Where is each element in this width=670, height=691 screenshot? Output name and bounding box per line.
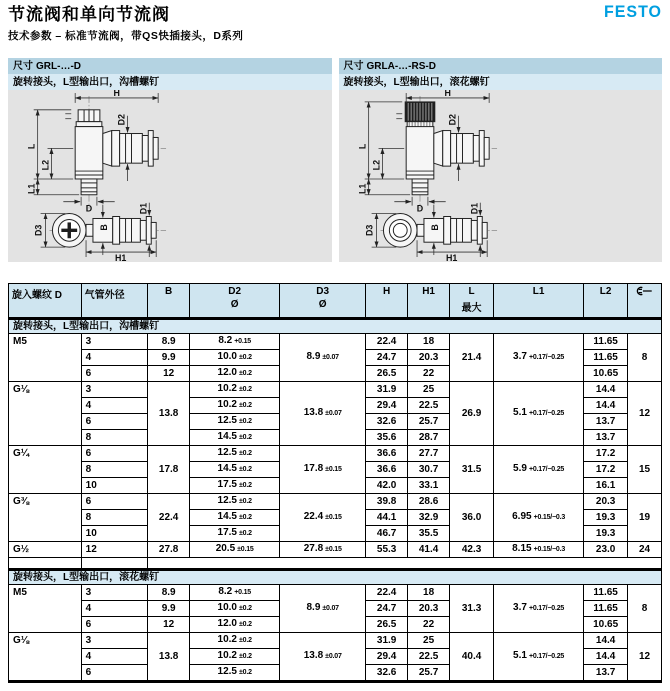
- spacer-cell: [9, 558, 82, 570]
- fitting-drawing-knurled: [339, 90, 665, 262]
- cell-d2: 12.0 ±0.2: [190, 366, 280, 382]
- dim-label-h1: H1: [445, 252, 457, 262]
- cell-l2: 11.65: [584, 334, 628, 350]
- cell-h1: 22: [408, 617, 450, 633]
- cell-wrench-size: 19: [628, 494, 662, 542]
- cell-h: 42.0: [366, 478, 408, 494]
- cell-d2: 10.2 ±0.2: [190, 382, 280, 398]
- table-row: [9, 446, 662, 462]
- cell-l-max: 31.5: [450, 446, 494, 494]
- cell-tube-od: 10: [81, 526, 148, 542]
- col-header-l: L 最大: [450, 284, 494, 319]
- cell-h: 22.4: [366, 585, 408, 601]
- cell-tube-od: 4: [81, 350, 148, 366]
- cell-tube-od: 6: [81, 617, 148, 633]
- cell-l2: 10.65: [584, 366, 628, 382]
- col-header-tube-od: 气管外径: [81, 284, 148, 319]
- cell-h1: 25: [408, 633, 450, 649]
- cell-h1: 30.7: [408, 462, 450, 478]
- col-header-thread: 旋入螺纹 D: [9, 284, 82, 319]
- cell-d2: 12.5 ±0.2: [190, 414, 280, 430]
- cell-d2: 17.5 ±0.2: [190, 478, 280, 494]
- cell-h1: 35.5: [408, 526, 450, 542]
- cell-h: 22.4: [366, 334, 408, 350]
- cell-l2: 13.7: [584, 665, 628, 682]
- cell-h1: 28.7: [408, 430, 450, 446]
- panel-grl-subtitle: 旋转接头，L型输出口，沟槽螺钉: [8, 74, 332, 90]
- dim-label-l: L: [357, 143, 368, 150]
- cell-d2: 10.2 ±0.2: [190, 398, 280, 414]
- cell-b: 27.8: [148, 542, 190, 558]
- table-row: [9, 382, 662, 398]
- wrench-icon: [636, 286, 653, 296]
- col-header-wrench: [628, 284, 662, 319]
- cell-h: 31.9: [366, 633, 408, 649]
- cell-l2: 14.4: [584, 649, 628, 665]
- cell-l2: 11.65: [584, 601, 628, 617]
- cell-wrench-size: 8: [628, 334, 662, 382]
- type-code: GRLA-…-RS-D: [366, 61, 436, 72]
- dim-label-l1: L1: [26, 183, 37, 195]
- cell-h1: 25: [408, 382, 450, 398]
- cell-h1: 25.7: [408, 665, 450, 682]
- col-header-b: B: [148, 284, 190, 319]
- cell-d2: 20.5 ±0.15: [190, 542, 280, 558]
- table-row: [9, 633, 662, 649]
- cell-h: 46.7: [366, 526, 408, 542]
- col-header-d2: D2 Ø: [190, 284, 280, 319]
- cell-d3: 8.9 ±0.07: [280, 334, 366, 382]
- cell-h1: 25.7: [408, 414, 450, 430]
- panel-grla-subtitle: 旋转接头，L型输出口，滚花螺钉: [339, 74, 663, 90]
- cell-l-max: 40.4: [450, 633, 494, 682]
- dimension-panels: [8, 58, 662, 262]
- dim-label-d3: D3: [33, 224, 44, 237]
- spacer-row: [9, 558, 662, 570]
- cell-tube-od: 4: [81, 398, 148, 414]
- cell-h1: 33.1: [408, 478, 450, 494]
- cell-h: 35.6: [366, 430, 408, 446]
- cell-b: 17.8: [148, 446, 190, 494]
- fitting-drawing-slotted: [8, 90, 334, 262]
- cell-l2: 10.65: [584, 617, 628, 633]
- table-section-row: [9, 570, 662, 585]
- cell-b: 8.9: [148, 334, 190, 350]
- cell-d2: 8.2 +0.15: [190, 585, 280, 601]
- cell-h1: 27.7: [408, 446, 450, 462]
- dim-label-h1: H1: [114, 252, 127, 262]
- cell-l2: 19.3: [584, 510, 628, 526]
- technical-drawing-grl: [8, 90, 332, 262]
- cell-h1: 22.5: [408, 649, 450, 665]
- dim-label-d: D: [85, 203, 93, 214]
- spacer-cell: [148, 558, 662, 570]
- cell-l1: 6.95 +0.15/−0.3: [494, 494, 584, 542]
- cell-wrench-size: 12: [628, 633, 662, 682]
- cell-b: 12: [148, 617, 190, 633]
- cell-l2: 16.1: [584, 478, 628, 494]
- cell-tube-od: 8: [81, 510, 148, 526]
- dim-label-l2: L2: [40, 159, 51, 171]
- cell-thread: M5: [9, 585, 82, 633]
- table-row: [9, 494, 662, 510]
- dim-label-b: B: [98, 224, 109, 231]
- cell-d2: 10.2 ±0.2: [190, 633, 280, 649]
- cell-h: 32.6: [366, 414, 408, 430]
- cell-l-max: 42.3: [450, 542, 494, 558]
- cell-b: 13.8: [148, 633, 190, 682]
- cell-tube-od: 4: [81, 601, 148, 617]
- cell-d3: 8.9 ±0.07: [280, 585, 366, 633]
- cell-b: 9.9: [148, 350, 190, 366]
- cell-h: 29.4: [366, 398, 408, 414]
- cell-tube-od: 6: [81, 414, 148, 430]
- dim-label-h: H: [113, 90, 120, 98]
- type-code: GRL-…-D: [36, 61, 81, 72]
- cell-b: 22.4: [148, 494, 190, 542]
- cell-l2: 17.2: [584, 462, 628, 478]
- cell-h: 26.5: [366, 617, 408, 633]
- cell-thread: G⅜: [9, 494, 82, 542]
- cell-l2: 11.65: [584, 350, 628, 366]
- cell-d2: 14.5 ±0.2: [190, 462, 280, 478]
- cell-b: 8.9: [148, 585, 190, 601]
- cell-d3: 27.8 ±0.15: [280, 542, 366, 558]
- spacer-cell: [81, 558, 148, 570]
- cell-d2: 12.5 ±0.2: [190, 494, 280, 510]
- cell-h: 24.7: [366, 350, 408, 366]
- cell-d2: 10.0 ±0.2: [190, 350, 280, 366]
- technical-drawing-grla: [339, 90, 663, 262]
- cell-l-max: 26.9: [450, 382, 494, 446]
- cell-wrench-size: 8: [628, 585, 662, 633]
- cell-d2: 12.5 ±0.2: [190, 665, 280, 682]
- cell-d2: 8.2 +0.15: [190, 334, 280, 350]
- cell-tube-od: 6: [81, 665, 148, 682]
- festo-logo: FESTO: [603, 3, 662, 22]
- panel-grl-title: [8, 58, 332, 74]
- cell-b: 12: [148, 366, 190, 382]
- cell-h: 32.6: [366, 665, 408, 682]
- cell-l1: 3.7 +0.17/−0.25: [494, 585, 584, 633]
- cell-b: 13.8: [148, 382, 190, 446]
- col-header-h1: H1: [408, 284, 450, 319]
- dim-label-d1: D1: [138, 202, 149, 215]
- dim-label-h: H: [443, 90, 451, 98]
- cell-h1: 28.6: [408, 494, 450, 510]
- cell-thread: G⅛: [9, 633, 82, 682]
- cell-h: 36.6: [366, 446, 408, 462]
- cell-h: 55.3: [366, 542, 408, 558]
- section-title: 旋转接头，L型输出口，滚花螺钉: [9, 570, 662, 585]
- dim-label-d2: D2: [447, 114, 458, 126]
- dimensions-table: [8, 283, 662, 683]
- dim-word: 尺寸: [13, 61, 33, 72]
- cell-h1: 18: [408, 334, 450, 350]
- page-title: 节流阀和单向节流阀: [8, 5, 170, 24]
- cell-l2: 23.0: [584, 542, 628, 558]
- table-section-row: [9, 319, 662, 334]
- cell-tube-od: 3: [81, 382, 148, 398]
- cell-l2: 17.2: [584, 446, 628, 462]
- cell-thread: M5: [9, 334, 82, 382]
- cell-d2: 14.5 ±0.2: [190, 430, 280, 446]
- dim-label-d2: D2: [116, 114, 127, 126]
- dim-label-d3: D3: [364, 224, 375, 237]
- cell-thread: G½: [9, 542, 82, 558]
- cell-h1: 22.5: [408, 398, 450, 414]
- cell-l2: 11.65: [584, 585, 628, 601]
- page-header: [8, 0, 662, 53]
- cell-d3: 13.8 ±0.07: [280, 382, 366, 446]
- cell-thread: G¼: [9, 446, 82, 494]
- cell-l-max: 31.3: [450, 585, 494, 633]
- cell-b: 9.9: [148, 601, 190, 617]
- dim-label-d: D: [416, 203, 423, 214]
- section-title: 旋转接头，L型输出口，沟槽螺钉: [9, 319, 662, 334]
- col-header-l2: L2: [584, 284, 628, 319]
- cell-tube-od: 8: [81, 462, 148, 478]
- cell-tube-od: 6: [81, 494, 148, 510]
- cell-l-max: 36.0: [450, 494, 494, 542]
- cell-d2: 14.5 ±0.2: [190, 510, 280, 526]
- cell-d3: 17.8 ±0.15: [280, 446, 366, 494]
- dim-label-l1: L1: [357, 183, 368, 195]
- cell-l2: 13.7: [584, 414, 628, 430]
- cell-h1: 41.4: [408, 542, 450, 558]
- cell-l1: 3.7 +0.17/−0.25: [494, 334, 584, 382]
- dim-word: 尺寸: [343, 61, 364, 72]
- cell-d2: 17.5 ±0.2: [190, 526, 280, 542]
- cell-d2: 12.0 ±0.2: [190, 617, 280, 633]
- cell-tube-od: 12: [81, 542, 148, 558]
- cell-h: 39.8: [366, 494, 408, 510]
- cell-d3: 13.8 ±0.07: [280, 633, 366, 682]
- table-row: [9, 334, 662, 350]
- cell-l1: 5.1 +0.17/−0.25: [494, 633, 584, 682]
- table-row: [9, 585, 662, 601]
- cell-l2: 14.4: [584, 398, 628, 414]
- panel-grl: [8, 58, 332, 262]
- cell-l2: 14.4: [584, 382, 628, 398]
- cell-h: 24.7: [366, 601, 408, 617]
- table-head: [9, 284, 662, 319]
- cell-l1: 8.15 +0.15/−0.3: [494, 542, 584, 558]
- cell-tube-od: 6: [81, 446, 148, 462]
- cell-tube-od: 10: [81, 478, 148, 494]
- cell-l2: 19.3: [584, 526, 628, 542]
- panel-grla-title: [339, 58, 663, 74]
- cell-tube-od: 3: [81, 633, 148, 649]
- cell-l1: 5.1 +0.17/−0.25: [494, 382, 584, 446]
- cell-l1: 5.9 +0.17/−0.25: [494, 446, 584, 494]
- col-header-h: H: [366, 284, 408, 319]
- dim-label-l2: L2: [371, 159, 382, 171]
- cell-d2: 10.0 ±0.2: [190, 601, 280, 617]
- dim-label-b: B: [429, 224, 440, 231]
- panel-grla: [339, 58, 663, 262]
- col-header-l1: L1: [494, 284, 584, 319]
- cell-tube-od: 6: [81, 366, 148, 382]
- cell-h1: 22: [408, 366, 450, 382]
- cell-tube-od: 3: [81, 585, 148, 601]
- cell-h1: 20.3: [408, 350, 450, 366]
- cell-h: 36.6: [366, 462, 408, 478]
- cell-l2: 20.3: [584, 494, 628, 510]
- cell-l2: 14.4: [584, 633, 628, 649]
- cell-h: 44.1: [366, 510, 408, 526]
- cell-h: 29.4: [366, 649, 408, 665]
- cell-h1: 18: [408, 585, 450, 601]
- table-row: [9, 542, 662, 558]
- cell-h: 26.5: [366, 366, 408, 382]
- cell-h: 31.9: [366, 382, 408, 398]
- cell-wrench-size: 12: [628, 382, 662, 446]
- cell-d2: 10.2 ±0.2: [190, 649, 280, 665]
- cell-wrench-size: 24: [628, 542, 662, 558]
- cell-wrench-size: 15: [628, 446, 662, 494]
- cell-l-max: 21.4: [450, 334, 494, 382]
- cell-tube-od: 4: [81, 649, 148, 665]
- cell-d2: 12.5 ±0.2: [190, 446, 280, 462]
- cell-h1: 20.3: [408, 601, 450, 617]
- page-subtitle: 技术参数 – 标准节流阀，带QS快插接头，D系列: [8, 30, 244, 42]
- cell-thread: G⅛: [9, 382, 82, 446]
- dim-label-d1: D1: [468, 202, 479, 215]
- cell-tube-od: 8: [81, 430, 148, 446]
- cell-tube-od: 3: [81, 334, 148, 350]
- cell-h1: 32.9: [408, 510, 450, 526]
- dim-label-l: L: [26, 143, 37, 150]
- cell-l2: 13.7: [584, 430, 628, 446]
- col-header-d3: D3 Ø: [280, 284, 366, 319]
- cell-d3: 22.4 ±0.15: [280, 494, 366, 542]
